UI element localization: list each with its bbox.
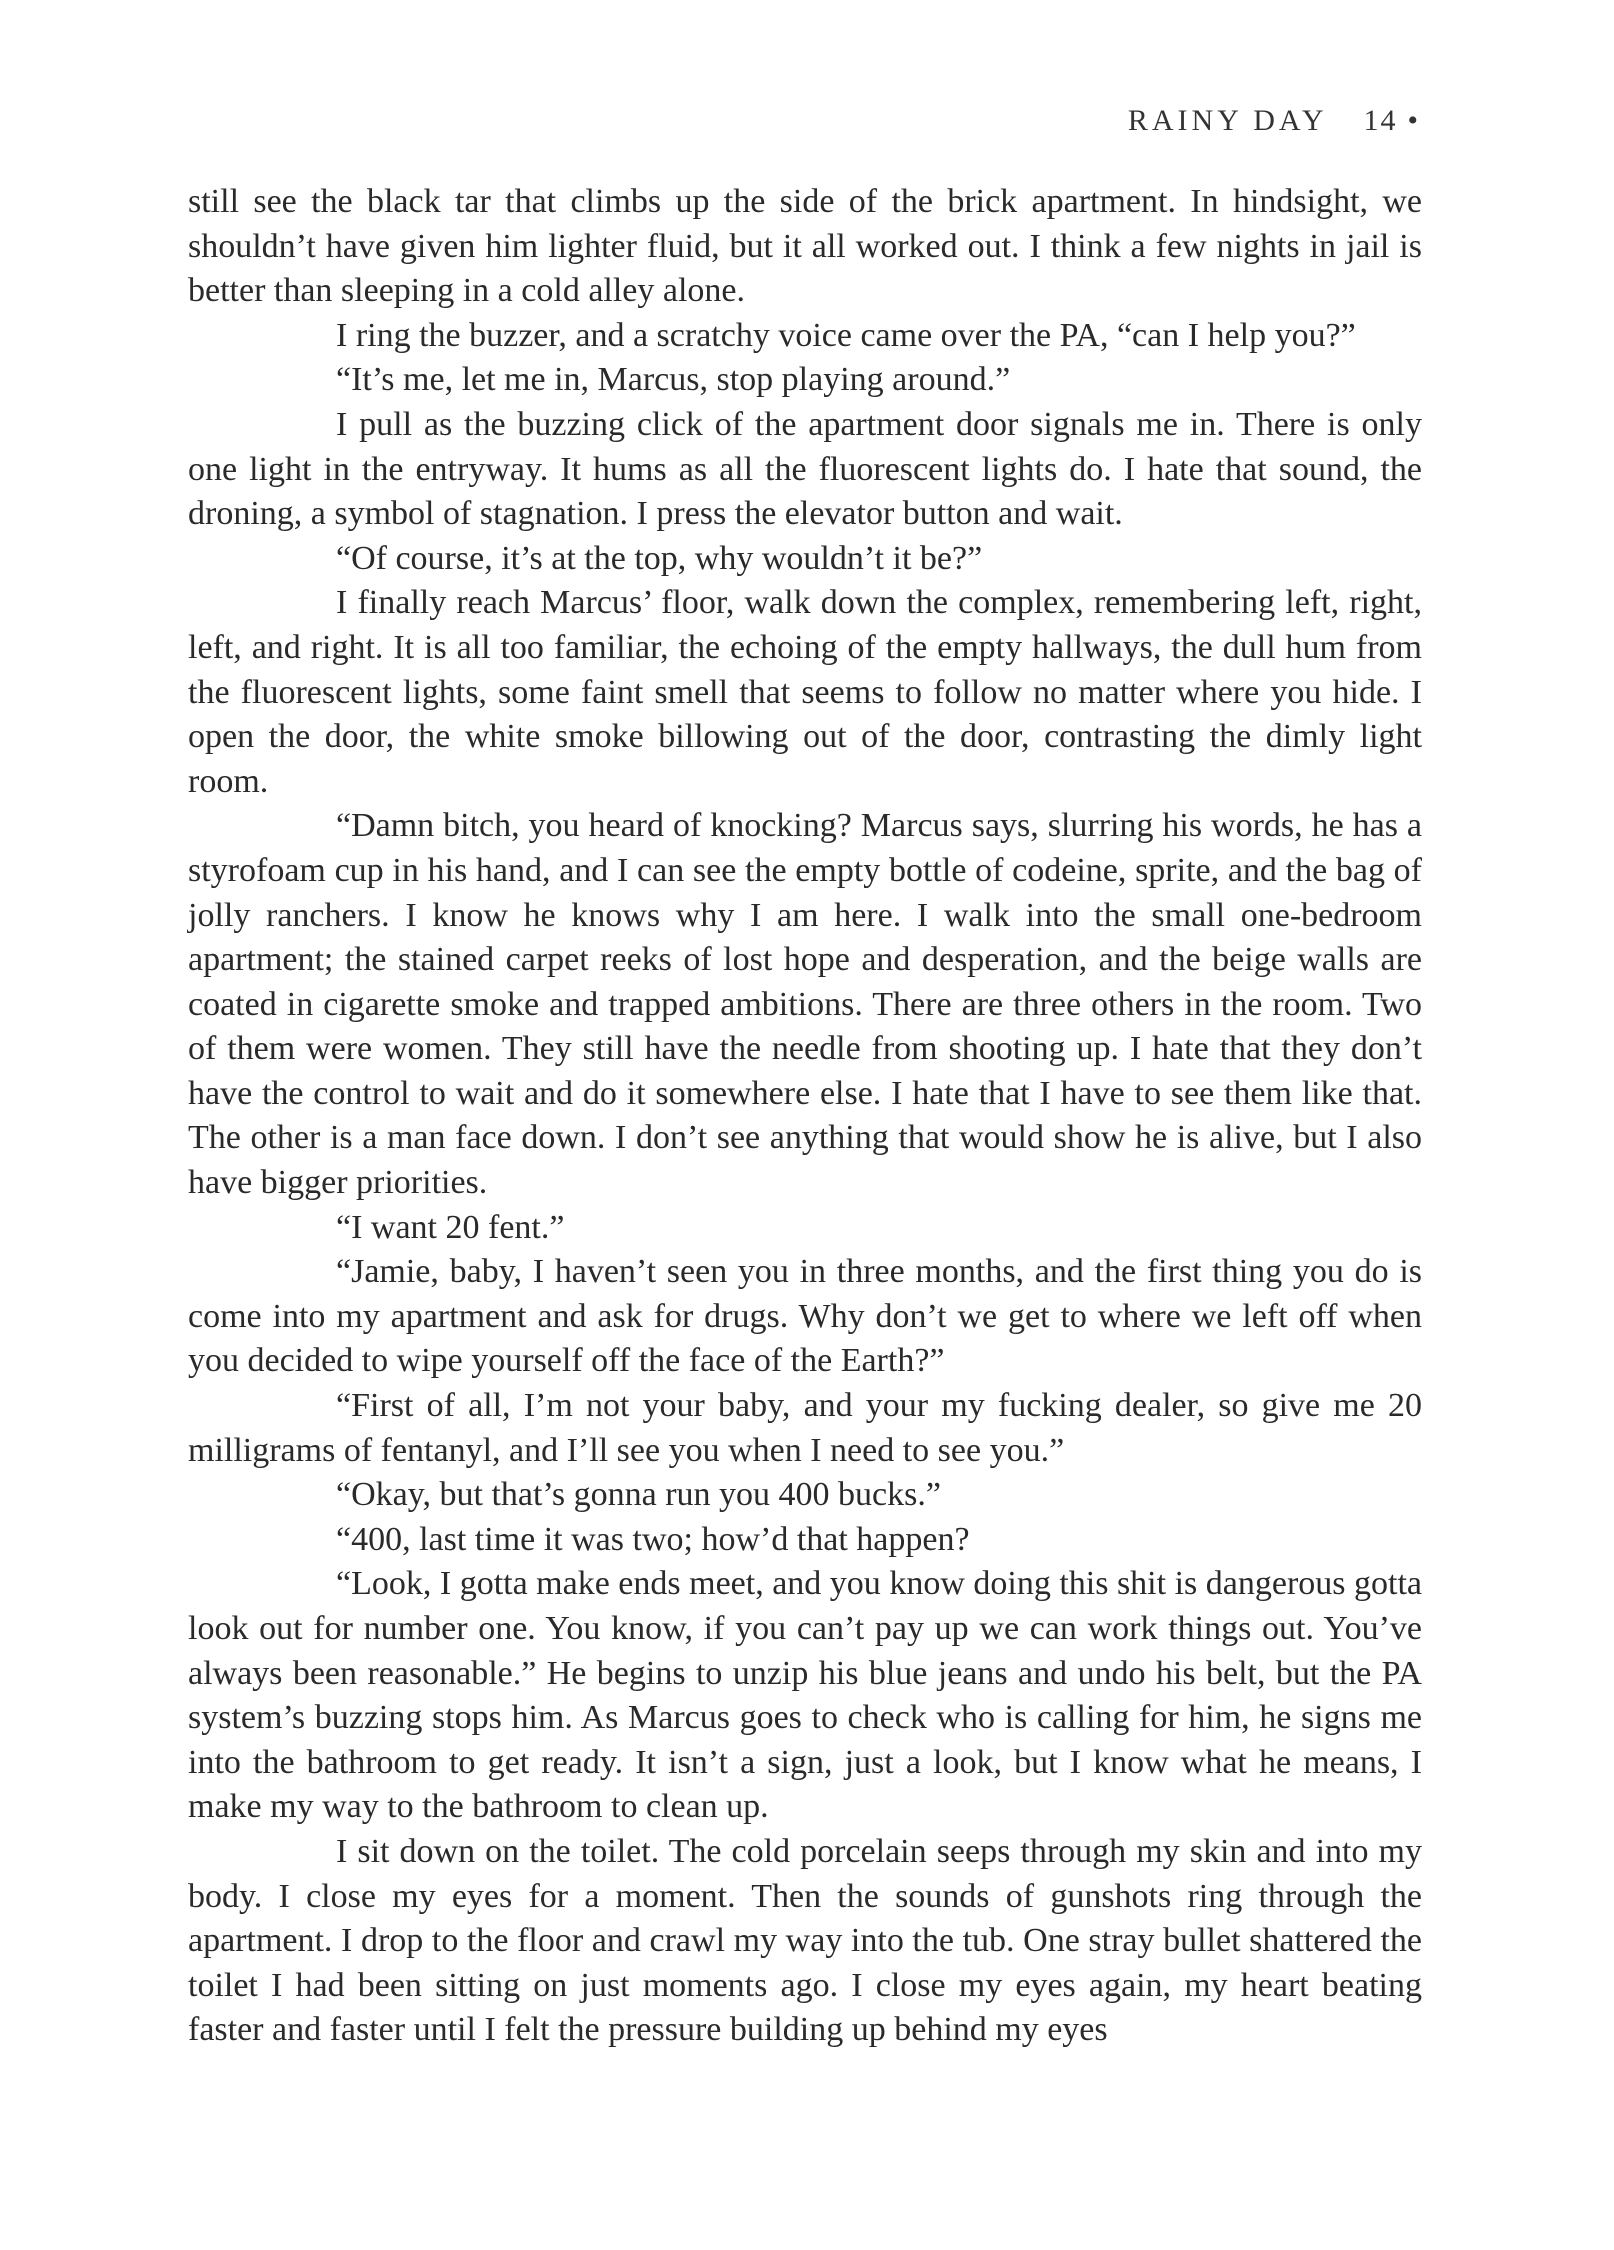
paragraph: I finally reach Marcus’ floor, walk down the complex, remembering left, right, left, and right. It is all too familiar, the echoing of the empty hallways, the dull hum from the fluorescent lights, some faint smell that seems to follow no matter where you hide. I open the door, the white smoke billowing out of the door, contrasting the dimly light room.: [188, 584, 1422, 800]
paragraph: “Jamie, baby, I haven’t seen you in three months, and the first thing you do is come into my apartment and ask for drugs. Why don’t we get to where we left off when you decided to wipe yourself off the face of the Earth?”: [188, 1253, 1422, 1380]
paragraph: I ring the buzzer, and a scratchy voice came over the PA, “can I help you?”: [336, 316, 1356, 354]
body-text: [188, 180, 1422, 2053]
paragraph: “Damn bitch, you heard of knocking? Marcus says, slurring his words, he has a styrofoam cup in his hand, and I can see the empty bottle of codeine, sprite, and the bag of jolly ranchers. I know he knows why I am here. I walk into the small one-bedroom apartment; the stained carpet reeks of lost hope and desperation, and the beige walls are coated in cigarette smoke and trapped ambitions. There are three others in the room. Two of them were women. They still have the needle from shooting up. I hate that they don’t have the control to wait and do it somewhere else. I hate that I have to see them like that. The other is a man face down. I don’t see anything that would show he is alive, but I also have bigger priorities.: [188, 807, 1422, 1202]
paragraph: “Of course, it’s at the top, why wouldn’t it be?”: [336, 539, 983, 577]
paragraph: “Okay, but that’s gonna run you 400 bucks.”: [336, 1476, 941, 1514]
paragraph: I pull as the buzzing click of the apartment door signals me in. There is only one light in the entryway. It hums as all the fluorescent lights do. I hate that sound, the droning, a symbol of stagnation. I press the elevator button and wait.: [188, 405, 1422, 533]
paragraph: “First of all, I’m not your baby, and your my fucking dealer, so give me 20 milligrams of fentanyl, and I’ll see you when I need to see you.”: [188, 1387, 1422, 1469]
bullet-ornament: •: [1407, 104, 1418, 137]
running-header: [1128, 104, 1418, 138]
book-title: RAINY DAY: [1127, 104, 1328, 137]
paragraph: still see the black tar that climbs up the side of the brick apartment. In hindsight, we shouldn’t have given him lighter fluid, but it all worked out. I think a few nights in jail is better than sleeping in a cold alley alone.: [188, 183, 1422, 310]
paragraph: “I want 20 fent.”: [336, 1208, 565, 1246]
paragraph: “400, last time it was two; how’d that happen?: [336, 1520, 970, 1558]
paragraph: I sit down on the toilet. The cold porcelain seeps through my skin and into my body. I close my eyes for a moment. Then the sounds of gunshots ring through the apartment. I drop to the floor and crawl my way into the tub. One stray bullet shattered the toilet I had been sitting on just moments ago. I close my eyes again, my heart beating faster and faster until I felt the pressure building up behind my eyes: [188, 1832, 1422, 2049]
paragraph: “Look, I gotta make ends meet, and you know doing this shit is dangerous gotta look out for number one. You know, if you can’t pay up we can work things out. You’ve always been reasonable.” He begins to unzip his blue jeans and undo his belt, but the PA system’s buzzing stops him. As Marcus goes to check who is calling for him, he signs me into the bathroom to get ready. It isn’t a sign, just a look, but I know what he means, I make my way to the bathroom to clean up.: [188, 1565, 1422, 1826]
page-number: 14: [1363, 104, 1398, 137]
paragraph: “It’s me, let me in, Marcus, stop playing around.”: [336, 361, 1011, 399]
